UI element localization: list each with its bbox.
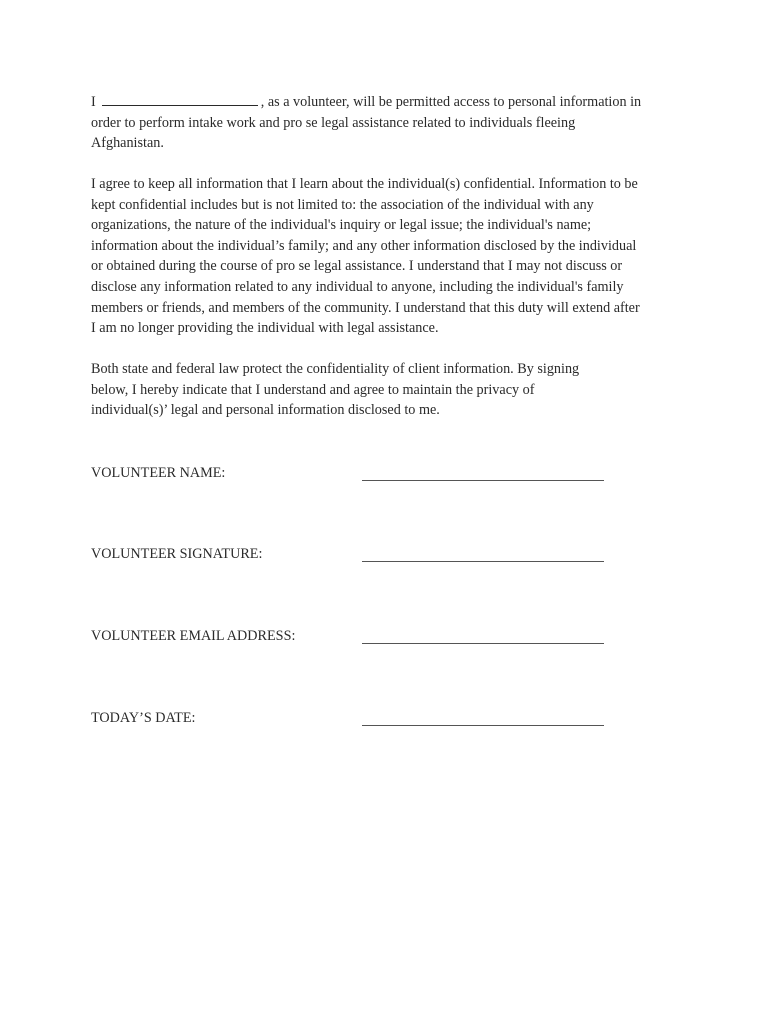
intro-prefix: I <box>91 94 96 110</box>
law-line: individual(s)’ legal and personal information disclosed to me. <box>91 402 440 419</box>
confidentiality-line: disclose any information related to any individual to anyone, including the individual's family <box>91 278 624 295</box>
confidentiality-line: organizations, the nature of the individual's inquiry or legal issue; the individual's name; <box>91 217 592 234</box>
volunteer-email-line[interactable] <box>362 643 604 644</box>
volunteer-email-label: VOLUNTEER EMAIL ADDRESS: <box>91 628 296 644</box>
volunteer-signature-label: VOLUNTEER SIGNATURE: <box>91 546 263 562</box>
confidentiality-line: or obtained during the course of pro se legal assistance. I understand that I may not discuss or <box>91 258 623 275</box>
volunteer-name-label: VOLUNTEER NAME: <box>91 465 226 481</box>
todays-date-label: TODAY’S DATE: <box>91 710 196 726</box>
confidentiality-line: kept confidential includes but is not limited to: the association of the individual with any <box>91 196 594 213</box>
intro-line: Afghanistan. <box>91 135 164 152</box>
intro-line-text: , as a volunteer, will be permitted access to personal information in <box>260 94 642 110</box>
confidentiality-line: I am no longer providing the individual with legal assistance. <box>91 320 439 337</box>
volunteer-name-blank[interactable] <box>102 93 258 106</box>
confidentiality-paragraph <box>91 174 681 339</box>
intro-line <box>91 92 681 113</box>
law-paragraph <box>91 359 681 421</box>
todays-date-line[interactable] <box>362 725 604 726</box>
confidentiality-line: I agree to keep all information that I learn about the individual(s) confidential. Information to be <box>91 176 638 192</box>
confidentiality-line: information about the individual’s family; and any other information disclosed by the individual <box>91 237 637 254</box>
intro-line: order to perform intake work and pro se legal assistance related to individuals fleeing <box>91 114 576 131</box>
volunteer-signature-line[interactable] <box>362 561 604 562</box>
intro-paragraph <box>91 92 681 154</box>
law-line: below, I hereby indicate that I understand and agree to maintain the privacy of <box>91 381 535 398</box>
confidentiality-line: members or friends, and members of the community. I understand that this duty will extend after <box>91 299 640 316</box>
law-line: Both state and federal law protect the confidentiality of client information. By signing <box>91 361 580 377</box>
volunteer-name-line[interactable] <box>362 480 604 481</box>
